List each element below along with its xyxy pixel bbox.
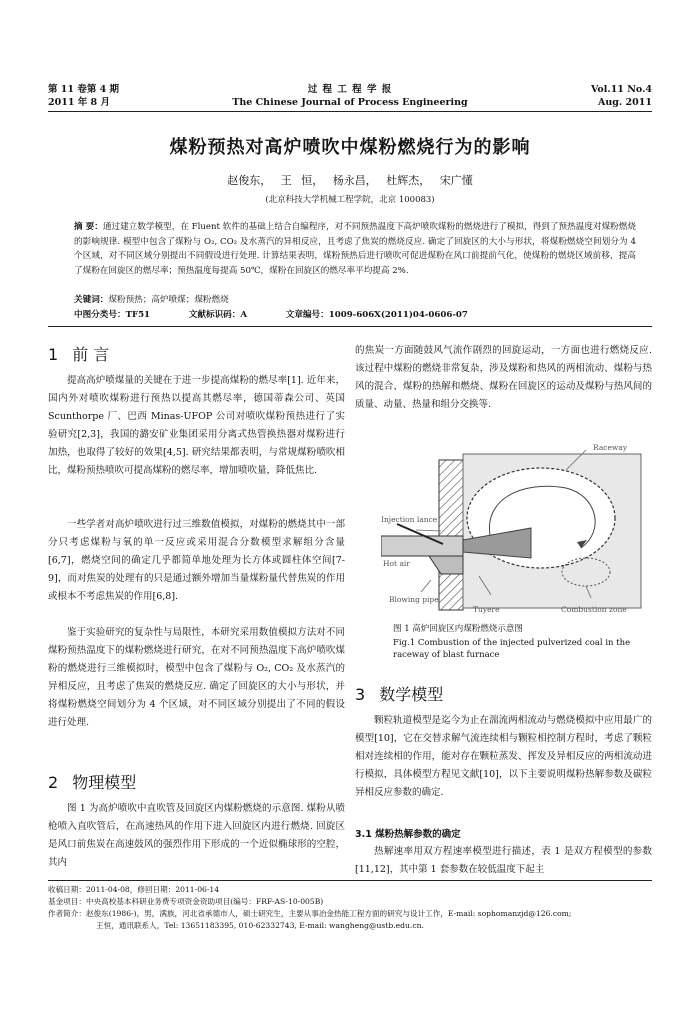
abstract-label: 摘 要：	[74, 222, 103, 232]
keywords	[74, 293, 229, 305]
label-raceway: Raceway	[593, 443, 628, 452]
blowpipe-leader	[421, 580, 431, 592]
tuyere	[429, 556, 463, 574]
clc-value: TF51	[125, 310, 151, 320]
label-hot-air: Hot air	[383, 559, 410, 568]
pyrolysis-paragraph: 热解速率用双方程速率模型进行描述，表 1 是双方程模型的参数[11,12]，其中第 1 套参数在较低温度下起主	[355, 846, 652, 875]
section-3-number: 3	[355, 685, 366, 704]
fund-info: 基金项目：中央高校基本科研业务费专项资金资助项目(编号：FRF-AS-10-005B)	[48, 897, 324, 906]
math-model-paragraph: 颗粒轨道模型是迄今为止在湍流两相流动与燃烧模拟中应用最广的模型[10]，它在交替求解气流连续相与颗粒相控制方程时，考虑了颗粒相对连续相的作用，能对存在颗粒蒸发、挥发及异相反应的两相流动进行模拟，具体模型方程见文献[10]，以下主要说明煤粉热解参数及碳粒异相反应参数的确定.	[355, 715, 652, 798]
corresponding-author: 王恒，通讯联系人，Tel: 13651183395, 010-62332743, E-mail: wangheng@ustb.edu.cn.	[96, 921, 424, 930]
paper-title: 煤粉预热对高炉喷吹中煤粉燃烧行为的影响	[169, 137, 531, 158]
clc-label: 中图分类号：	[74, 310, 126, 320]
header-rule	[48, 111, 652, 112]
doc-code-label: 文献标识码：	[188, 310, 241, 320]
volume-issue-en: Vol.11 No.4	[590, 84, 652, 95]
classification-line	[74, 308, 504, 320]
section-2-number: 2	[48, 773, 59, 792]
doc-code-value: A	[240, 310, 248, 320]
intro-paragraph-3: 鉴于实验研究的复杂性与局限性，本研究采用数值模拟方法对不同煤粉预热温度下的煤粉燃烧进行研究，在对不同预热温度下高炉喷吹煤粉的燃烧进行三维模拟时，模型中包含了煤粉与 O₂, CO₂ 及水蒸汽的异相反应，且考虑了焦炭的燃烧反应. 确定了回旋区的大小与形状，并将煤粉燃烧空间划分为 4 个区域，对不同区域分别提出了不同的假设进行处理.	[48, 627, 345, 728]
body-right-paragraph-1: 的焦炭一方面随鼓风气流作剧烈的回旋运动，一方面也进行燃烧反应. 该过程中煤粉的燃烧非常复杂，涉及煤粉和热风的两相流动、煤粉与热风的混合、煤粉的热解和燃烧、煤粉在回旋区的运动及煤粉与热风间的质量、动量、热量和组分交换等.	[355, 345, 652, 410]
author-list: 赵俊东， 王 恒， 杨永昌， 杜辉杰， 宋广懂	[227, 174, 473, 187]
abstract-text: 通过建立数学模型，在 Fluent 软件的基础上结合自编程序，对不同预热温度下高炉喷吹煤粉的燃烧进行了模拟，得到了预热温度对煤粉燃烧的影响规律. 模型中包含了煤粉与 O₂, CO₂ 及水蒸汽的异相反应，且考虑了焦炭的燃烧反应. 确定了回旋区的大小与形状，将煤粉燃烧空间划分为 4 个区域，对不同区域分别提出不同假设进行处理. 计算结果表明，煤粉预热后进行喷吹可促进煤粉在风口前提前气化，使煤粉的燃烧区域前移，提高了煤粉在回旋区的燃尽率；预热温度每提高 50℃，煤粉在回旋区的燃尽率平均提高 2%.	[74, 222, 636, 276]
keywords-text: 煤粉预热；高炉喷煤；煤粉燃烧	[108, 295, 229, 305]
figure-caption-en: Fig.1 Combustion of the injected pulverized coal in the raceway of blast furnace	[393, 638, 631, 660]
lance-leader	[416, 530, 441, 531]
intro-paragraph-2: 一些学者对高炉喷吹进行过三维数值模拟，对煤粉的燃烧其中一部分只考虑煤粉与氧的单一反应或采用混合分数模型求解组分含量[6,7]，燃烧空间的确定几乎都简单地处理为长方体或圆柱体空间[7-9]，而对焦炭的处理有的只是通过额外增加当量煤粉量代替焦炭的作用或根本不考虑焦炭的作用[6,8].	[48, 519, 345, 602]
received-dates: 收稿日期：2011-04-08，修回日期：2011-06-14	[48, 885, 220, 894]
furnace-wall	[439, 460, 463, 610]
article-no-label: 文章编号：	[285, 310, 329, 320]
abstract	[74, 220, 636, 278]
blowpipe	[381, 536, 463, 556]
physical-model-paragraph: 图 1 为高炉喷吹中直吹管及回旋区内煤粉燃烧的示意图. 煤粉从喷枪喷入直吹管后，在高速热风的作用下进入回旋区内进行燃烧. 回旋区是风口前焦炭在高速鼓风的强烈作用下形成的一个近似椭球形的空腔，其内	[48, 803, 345, 868]
section-1-number: 1	[48, 345, 59, 364]
footer-rule	[48, 880, 652, 881]
abstract-rule	[48, 326, 652, 327]
label-tuyere: Tuyere	[473, 605, 500, 614]
keywords-label: 关键词：	[74, 295, 109, 305]
volume-issue: 第 11 卷第 4 期	[48, 84, 120, 95]
article-no-value: 1009-606X(2011)04-0606-07	[328, 310, 468, 320]
intro-paragraph-1: 提高高炉喷煤量的关键在于进一步提高煤粉的燃尽率[1]. 近年来，国内外对喷吹煤粉进行预热以提高其燃尽率，德国蒂森公司、英国 Scunthorpe 厂、巴西 Minas-UFOP 公司对喷吹煤粉预热进行了实验研究[2,3]，我国的潞安矿业集团采用分离式热管换热器对煤粉进行加热，也取得了较好的效果[4,5]. 研究结果都表明，与常规煤粉喷吹相比，煤粉预热喷吹可提高煤粉的燃尽率，增加喷吹量，降低焦比.	[48, 375, 345, 476]
issue-date-en: Aug. 2011	[598, 97, 652, 108]
label-injection-lance: Injection lance	[381, 515, 438, 524]
section-3-title: 数学模型	[379, 685, 444, 704]
author-bio: 作者简介：赵俊东(1986-)，男，满族，河北省承德市人，硕士研究生，主要从事冶金热能工程方面的研究与设计工作，E-mail: sophomanzjd@126.com;	[48, 909, 572, 918]
issue-date: 2011 年 8 月	[48, 97, 110, 108]
label-blowing-pipe: Blowing pipe	[389, 595, 439, 604]
figure-1-schematic	[381, 440, 646, 618]
journal-name-cn: 过 程 工 程 学 报	[307, 84, 393, 95]
section-1-heading	[48, 342, 109, 365]
journal-name-en: The Chinese Journal of Process Engineering	[232, 97, 468, 108]
section-2-title: 物理模型	[72, 773, 137, 792]
section-2-heading	[48, 770, 136, 793]
figure-caption-cn: 图 1 高炉回旋区内煤粉燃烧示意图	[393, 624, 523, 634]
affiliation: (北京科技大学机械工程学院，北京 100083)	[265, 195, 435, 205]
section-1-title: 前 言	[72, 345, 110, 364]
subsection-3-1-heading: 3.1 煤粉热解参数的确定	[355, 829, 461, 840]
label-combustion-zone: Combustion zone	[561, 605, 627, 614]
section-3-heading	[355, 682, 443, 705]
